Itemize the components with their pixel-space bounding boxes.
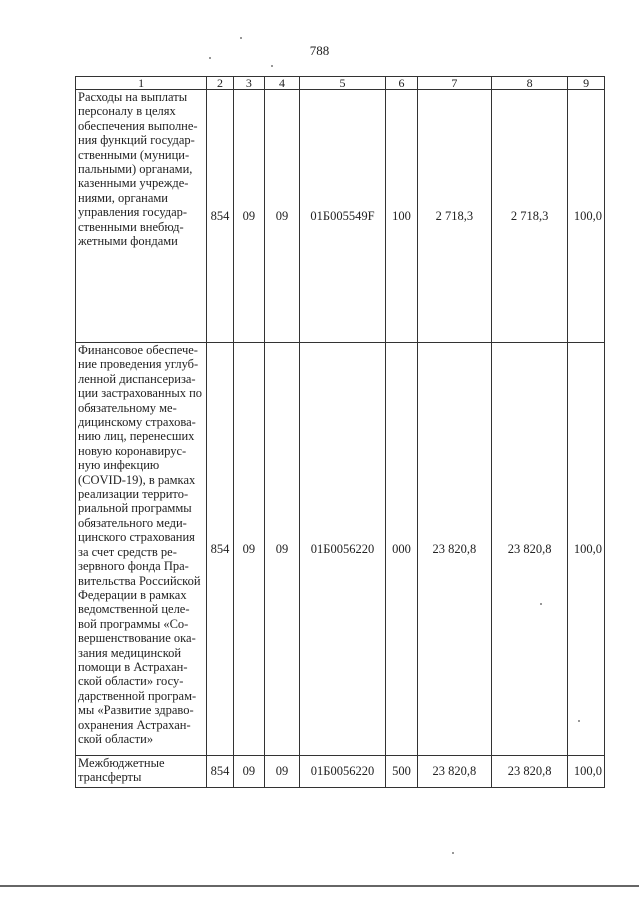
execution-percent: 100,0 <box>568 756 605 788</box>
section-code: 09 <box>233 756 265 788</box>
scan-speck <box>540 603 542 605</box>
planned-amount: 2 718,3 <box>417 90 491 343</box>
subsection-code: 09 <box>265 343 300 756</box>
row-description: Межбюджетные трансферты <box>76 756 207 788</box>
target-article-code: 01Б0056220 <box>299 756 385 788</box>
header-col-8: 8 <box>492 77 568 90</box>
header-col-5: 5 <box>299 77 385 90</box>
header-col-3: 3 <box>233 77 265 90</box>
header-col-6: 6 <box>386 77 418 90</box>
subsection-code: 09 <box>265 90 300 343</box>
executed-amount: 2 718,3 <box>492 90 568 343</box>
expense-type-code: 100 <box>386 90 418 343</box>
header-col-1: 1 <box>76 77 207 90</box>
budget-table <box>75 76 605 788</box>
target-article-code: 01Б0056220 <box>299 343 385 756</box>
scan-speck <box>578 720 580 722</box>
header-row <box>76 77 605 90</box>
scan-bottom-edge <box>0 885 639 887</box>
header-col-7: 7 <box>417 77 491 90</box>
target-article-code: 01Б005549F <box>299 90 385 343</box>
ministry-code: 854 <box>207 90 233 343</box>
subsection-code: 09 <box>265 756 300 788</box>
expense-type-code: 000 <box>386 343 418 756</box>
scan-speck <box>271 65 273 67</box>
executed-amount: 23 820,8 <box>492 756 568 788</box>
execution-percent: 100,0 <box>568 90 605 343</box>
executed-amount: 23 820,8 <box>492 343 568 756</box>
section-code: 09 <box>233 90 265 343</box>
scan-speck <box>452 852 454 854</box>
table-row <box>76 343 605 756</box>
table-row <box>76 756 605 788</box>
row-description: Расходы на выплаты персоналу в целях обеспечения выполне-ния функций государ-ственными (муници-пальными) органами, казенными учрежде-ниями, органами управления государ-ственными внебюд-жетными фондами <box>76 90 207 343</box>
ministry-code: 854 <box>207 756 233 788</box>
scan-speck <box>209 57 211 59</box>
ministry-code: 854 <box>207 343 233 756</box>
planned-amount: 23 820,8 <box>417 756 491 788</box>
section-code: 09 <box>233 343 265 756</box>
header-col-9: 9 <box>568 77 605 90</box>
planned-amount: 23 820,8 <box>417 343 491 756</box>
scan-speck <box>240 37 242 39</box>
page-number: 788 <box>309 43 330 58</box>
header-col-4: 4 <box>265 77 300 90</box>
execution-percent: 100,0 <box>568 343 605 756</box>
row-description: Финансовое обеспече-ние проведения углуб-ленной диспансериза-ции застрахованных по обязательному ме-дицинскому страхова-нию лиц, перенесших новую коронавирус-ную инфекцию (COVID-19), в рамках реализации террито-риальной программы обязательного меди-цинского страхования за счет средств ре-зервного фонда Пра-вительства Российской Федерации в рамках ведомственной целе-вой программы «Со-вершенствование ока-зания медицинской помощи в Астрахан-ской области» госу-дарственной програм-мы «Развитие здраво-охранения Астрахан-ской области» <box>76 343 207 756</box>
expense-type-code: 500 <box>386 756 418 788</box>
table-row <box>76 90 605 343</box>
header-col-2: 2 <box>207 77 233 90</box>
